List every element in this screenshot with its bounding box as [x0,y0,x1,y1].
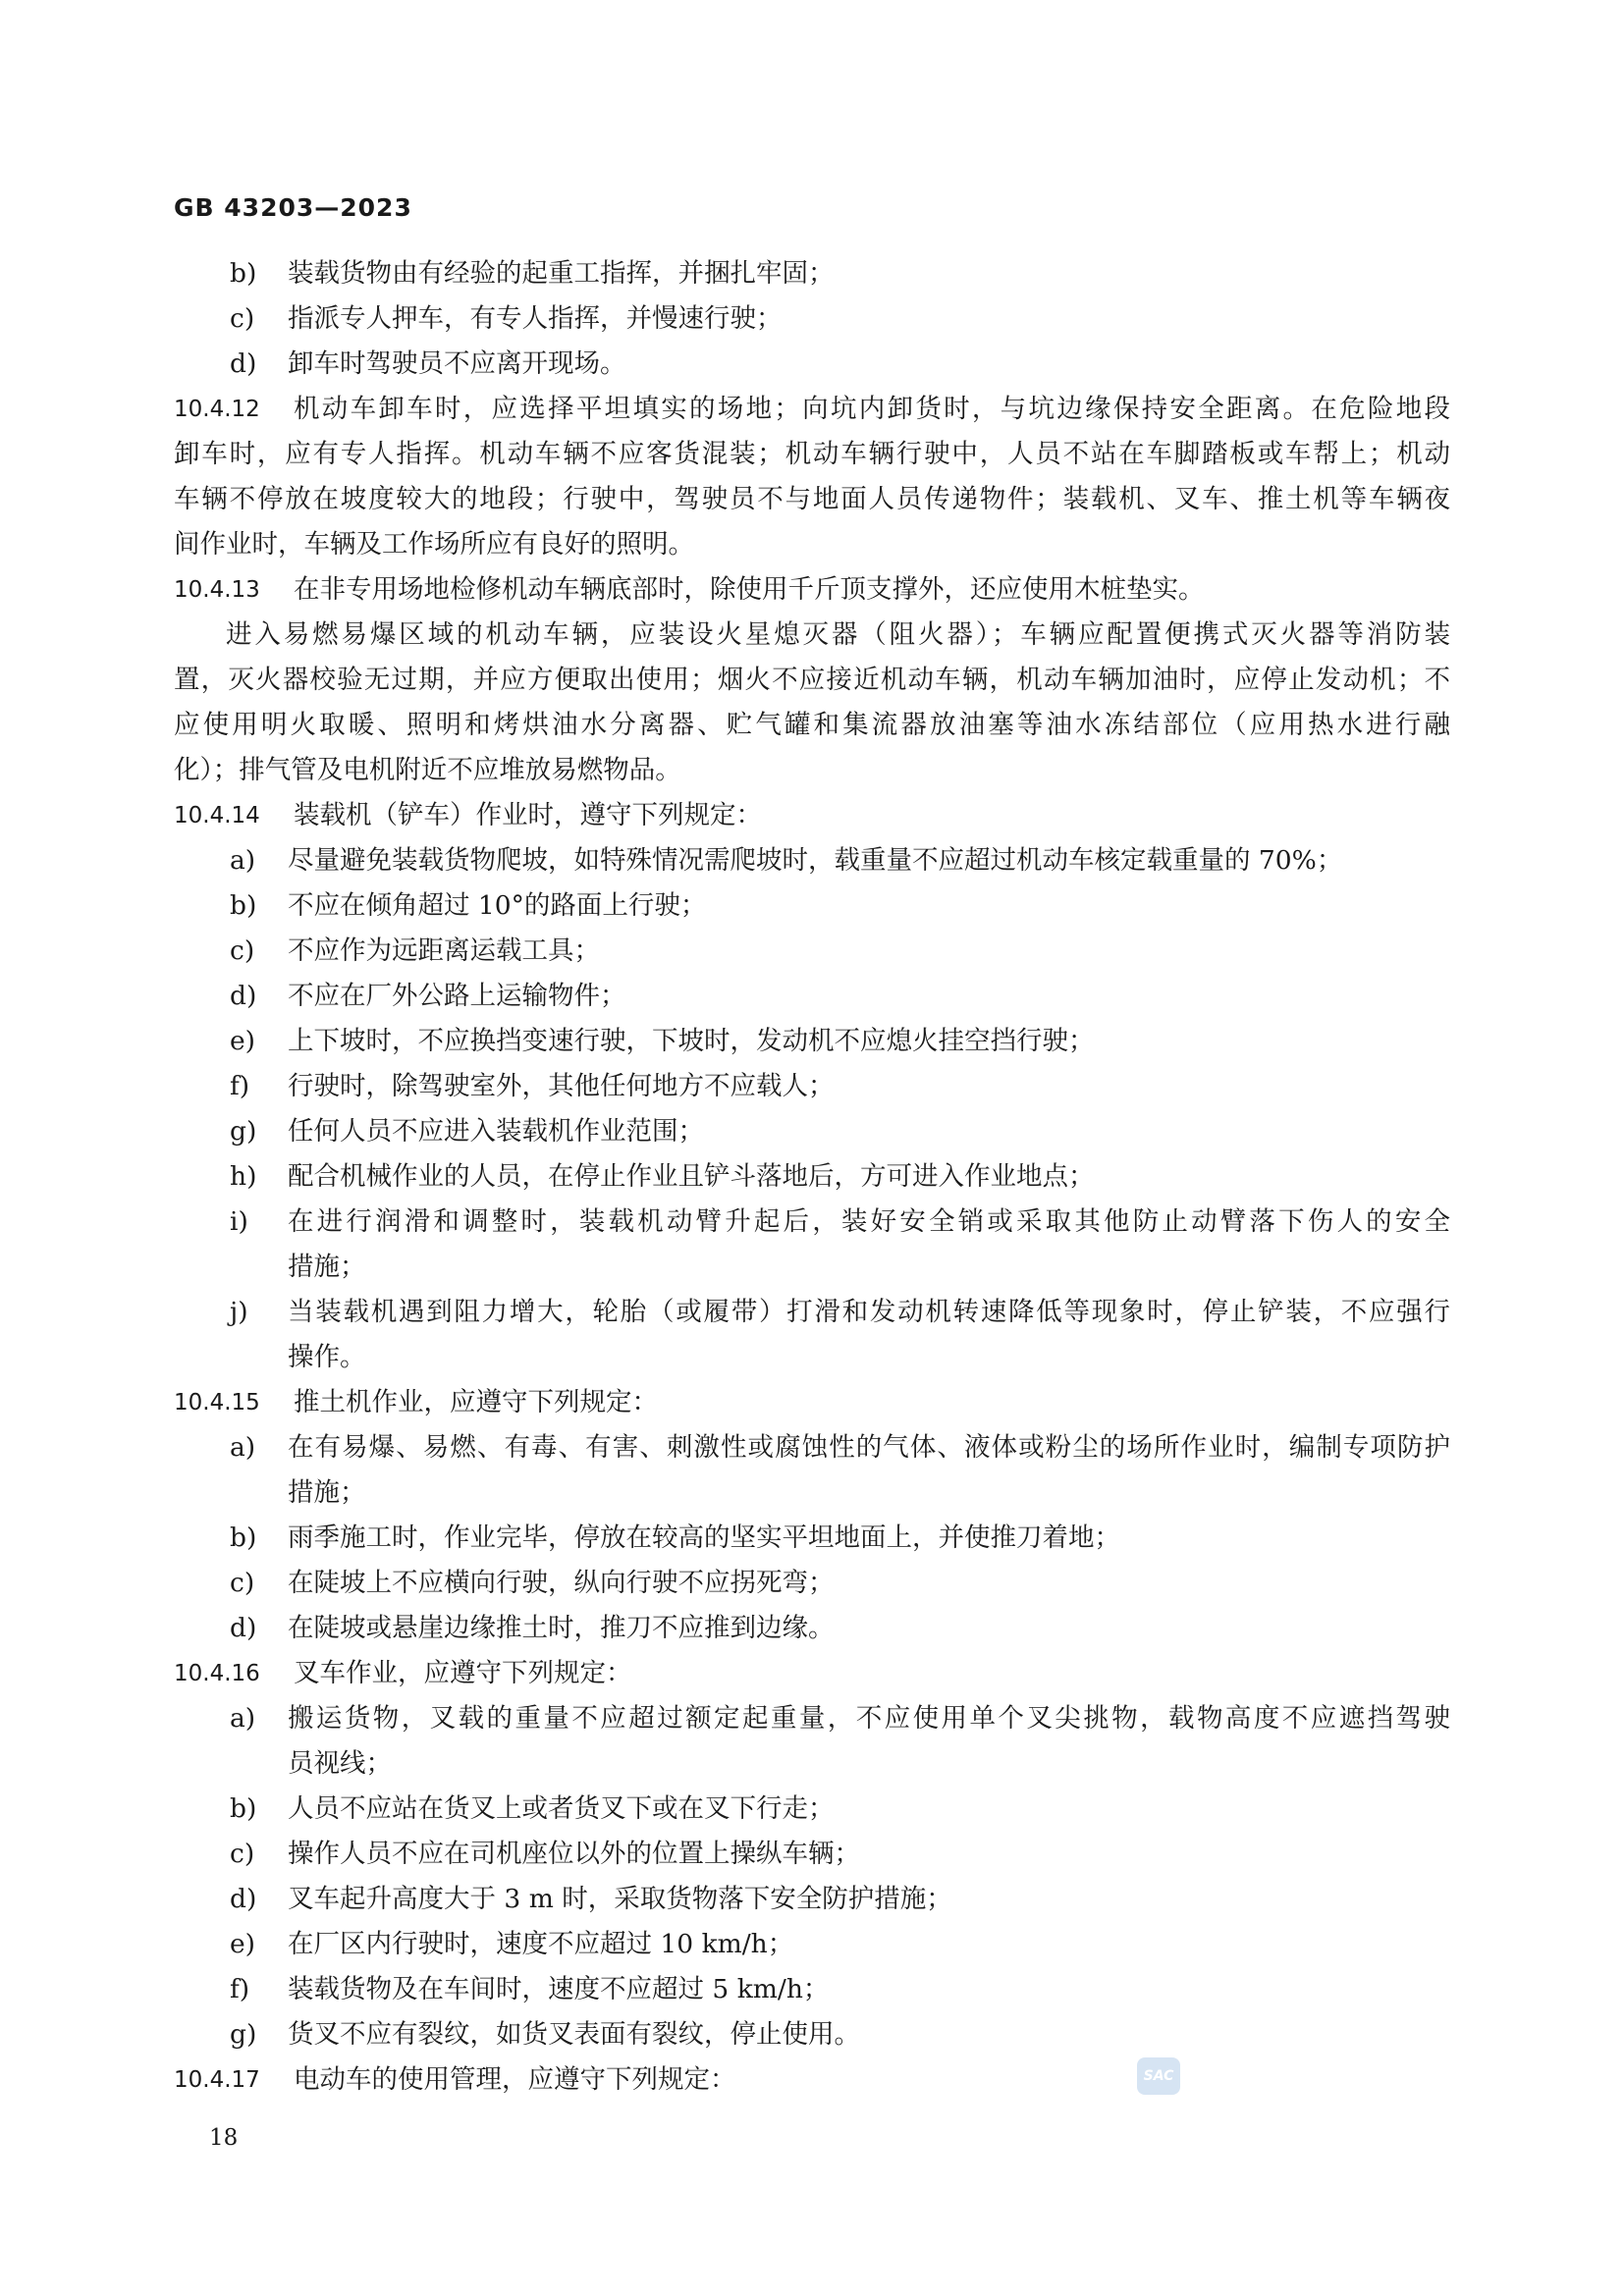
line-text: 在陡坡或悬崖边缘推土时，推刀不应推到边缘。 [288,1613,835,1643]
line-text: 操作人员不应在司机座位以外的位置上操纵车辆； [288,1839,860,1869]
line-text: 间作业时，车辆及工作场所应有良好的照明。 [174,529,694,560]
list-item-marker: c) [230,935,255,966]
clause-text-wrap [174,2057,1450,2103]
line-text: 不应作为远距离运载工具； [288,935,600,966]
line-text: 装载机（铲车）作业时，遵守下列规定： [294,800,762,830]
clause-text-wrap [174,387,1450,432]
clause-heading [174,793,1450,838]
list-item-marker: b) [230,1793,257,1824]
paragraph-line [174,613,1450,658]
list-item-marker: g) [230,1116,257,1147]
list-item [174,1154,1450,1200]
list-item-marker: g) [230,2019,257,2050]
list-item-marker: d) [230,348,257,379]
clause-number: 10.4.14 [174,803,260,828]
list-item [174,342,1450,387]
clause-text-wrap [174,567,1450,613]
list-item [174,1561,1450,1606]
line-text: 指派专人押车，有专人指挥，并慢速行驶； [288,303,783,334]
paragraph-line [174,522,1450,567]
clause-number: 10.4.17 [174,2067,260,2093]
sac-watermark-logo: SAC [1137,2057,1180,2095]
list-item-marker: b) [230,258,257,289]
line-text: 在非专用场地检修机动车辆底部时，除使用千斤顶支撑外，还应使用木桩垫实。 [294,574,1205,605]
list-item [174,1425,1450,1470]
clause-heading [174,2057,1450,2103]
list-item [174,2012,1450,2057]
list-item-marker: h) [230,1161,257,1192]
list-item-marker: f) [230,1974,250,2004]
document-body [174,251,1450,2103]
clause-heading [174,1380,1450,1425]
list-item [174,1877,1450,1922]
line-text: 员视线； [288,1748,392,1779]
line-text: 在陡坡上不应横向行驶，纵向行驶不应拐死弯； [288,1568,835,1598]
list-item-marker: c) [230,1839,255,1869]
page-number: 18 [209,2125,239,2151]
standard-number-header: GB 43203—2023 [174,193,412,222]
line-text: 化）；排气管及电机附近不应堆放易燃物品。 [174,755,681,785]
paragraph-line [174,748,1450,793]
list-item [174,1109,1450,1154]
list-item [174,1832,1450,1877]
line-text: 搬运货物，叉载的重量不应超过额定起重量，不应使用单个叉尖挑物，载物高度不应遮挡驾驶 [288,1703,1450,1734]
line-text: 置，灭火器校验无过期，并应方便取出使用；烟火不应接近机动车辆，机动车辆加油时，应停止发动机；不 [174,665,1450,695]
line-text: 行驶时，除驾驶室外，其他任何地方不应载人； [288,1071,835,1101]
list-item [174,1470,1450,1516]
line-text: 配合机械作业的人员，在停止作业且铲斗落地后，方可进入作业地点； [288,1161,1095,1192]
line-text: 卸车时，应有专人指挥。机动车辆不应客货混装；机动车辆行驶中，人员不站在车脚踏板或车帮上；机动 [174,439,1450,469]
line-text: 措施； [288,1477,366,1508]
line-text: 装载货物及在车间时，速度不应超过 5 km/h； [288,1974,830,2004]
list-item-marker: d) [230,1884,257,1914]
list-item [174,1290,1450,1335]
list-item [174,1335,1450,1380]
line-text: 推土机作业，应遵守下列规定： [294,1387,658,1417]
line-text: 机动车卸车时，应选择平坦填实的场地；向坑内卸货时，与坑边缘保持安全距离。在危险地段 [294,394,1450,424]
line-text: 在厂区内行驶时，速度不应超过 10 km/h； [288,1929,794,1959]
clause-number: 10.4.12 [174,397,260,422]
list-item [174,1741,1450,1787]
paragraph-line [174,477,1450,522]
list-item [174,251,1450,296]
line-text: 进入易燃易爆区域的机动车辆，应装设火星熄灭器（阻火器）；车辆应配置便携式灭火器等消防装 [226,619,1450,650]
list-item-marker: a) [230,1432,256,1463]
clause-number: 10.4.13 [174,577,260,603]
list-item [174,1922,1450,1967]
line-text: 当装载机遇到阻力增大，轮胎（或履带）打滑和发动机转速降低等现象时，停止铲装，不应强行 [288,1297,1450,1327]
list-item-marker: j) [230,1297,248,1327]
list-item-marker: a) [230,1703,256,1734]
clause-number: 10.4.15 [174,1390,260,1415]
list-item [174,1696,1450,1741]
line-text: 人员不应站在货叉上或者货叉下或在叉下行走； [288,1793,835,1824]
list-item-marker: c) [230,1568,255,1598]
line-text: 车辆不停放在坡度较大的地段；行驶中，驾驶员不与地面人员传递物件；装载机、叉车、推土机等车辆夜 [174,484,1450,514]
list-item-marker: e) [230,1929,256,1959]
list-item [174,838,1450,883]
list-item [174,1787,1450,1832]
clause-heading [174,387,1450,432]
list-item-marker: d) [230,981,257,1011]
line-text: 任何人员不应进入装载机作业范围； [288,1116,704,1147]
clause-text-wrap [174,1380,1450,1425]
paragraph-line [174,432,1450,477]
line-text: 装载货物由有经验的起重工指挥，并捆扎牢固； [288,258,835,289]
list-item [174,1967,1450,2012]
clause-heading [174,1651,1450,1696]
line-text: 叉车起升高度大于 3 m 时，采取货物落下安全防护措施； [288,1884,952,1914]
list-item [174,1245,1450,1290]
line-text: 尽量避免装载货物爬坡，如特殊情况需爬坡时，载重量不应超过机动车核定载重量的 70%； [288,845,1343,876]
line-text: 卸车时驾驶员不应离开现场。 [288,348,626,379]
list-item [174,974,1450,1019]
list-item [174,1200,1450,1245]
clause-number: 10.4.16 [174,1661,260,1686]
line-text: 操作。 [288,1342,366,1372]
list-item [174,929,1450,974]
list-item [174,1064,1450,1109]
list-item-marker: c) [230,303,255,334]
list-item-marker: a) [230,845,256,876]
clause-heading [174,567,1450,613]
line-text: 叉车作业，应遵守下列规定： [294,1658,632,1688]
clause-text-wrap [174,793,1450,838]
line-text: 在有易爆、易燃、有毒、有害、刺激性或腐蚀性的气体、液体或粉尘的场所作业时，编制专项防护 [288,1432,1450,1463]
list-item-marker: i) [230,1206,248,1237]
clause-text-wrap [174,1651,1450,1696]
list-item [174,1606,1450,1651]
line-text: 货叉不应有裂纹，如货叉表面有裂纹，停止使用。 [288,2019,860,2050]
line-text: 不应在厂外公路上运输物件； [288,981,626,1011]
line-text: 电动车的使用管理，应遵守下列规定： [294,2064,736,2095]
paragraph-line [174,658,1450,703]
list-item [174,1019,1450,1064]
list-item-marker: f) [230,1071,250,1101]
list-item [174,883,1450,929]
list-item-marker: d) [230,1613,257,1643]
list-item-marker: e) [230,1026,256,1056]
line-text: 在进行润滑和调整时，装载机动臂升起后，装好安全销或采取其他防止动臂落下伤人的安全 [288,1206,1450,1237]
list-item-marker: b) [230,1522,257,1553]
line-text: 雨季施工时，作业完毕，停放在较高的坚实平坦地面上，并使推刀着地； [288,1522,1120,1553]
paragraph-line [174,703,1450,748]
line-text: 上下坡时，不应换挡变速行驶，下坡时，发动机不应熄火挂空挡行驶； [288,1026,1095,1056]
line-text: 不应在倾角超过 10°的路面上行驶； [288,890,707,921]
list-item [174,296,1450,342]
list-item [174,1516,1450,1561]
line-text: 措施； [288,1252,366,1282]
list-item-marker: b) [230,890,257,921]
line-text: 应使用明火取暖、照明和烤烘油水分离器、贮气罐和集流器放油塞等油水冻结部位（应用热水进行融 [174,710,1450,740]
